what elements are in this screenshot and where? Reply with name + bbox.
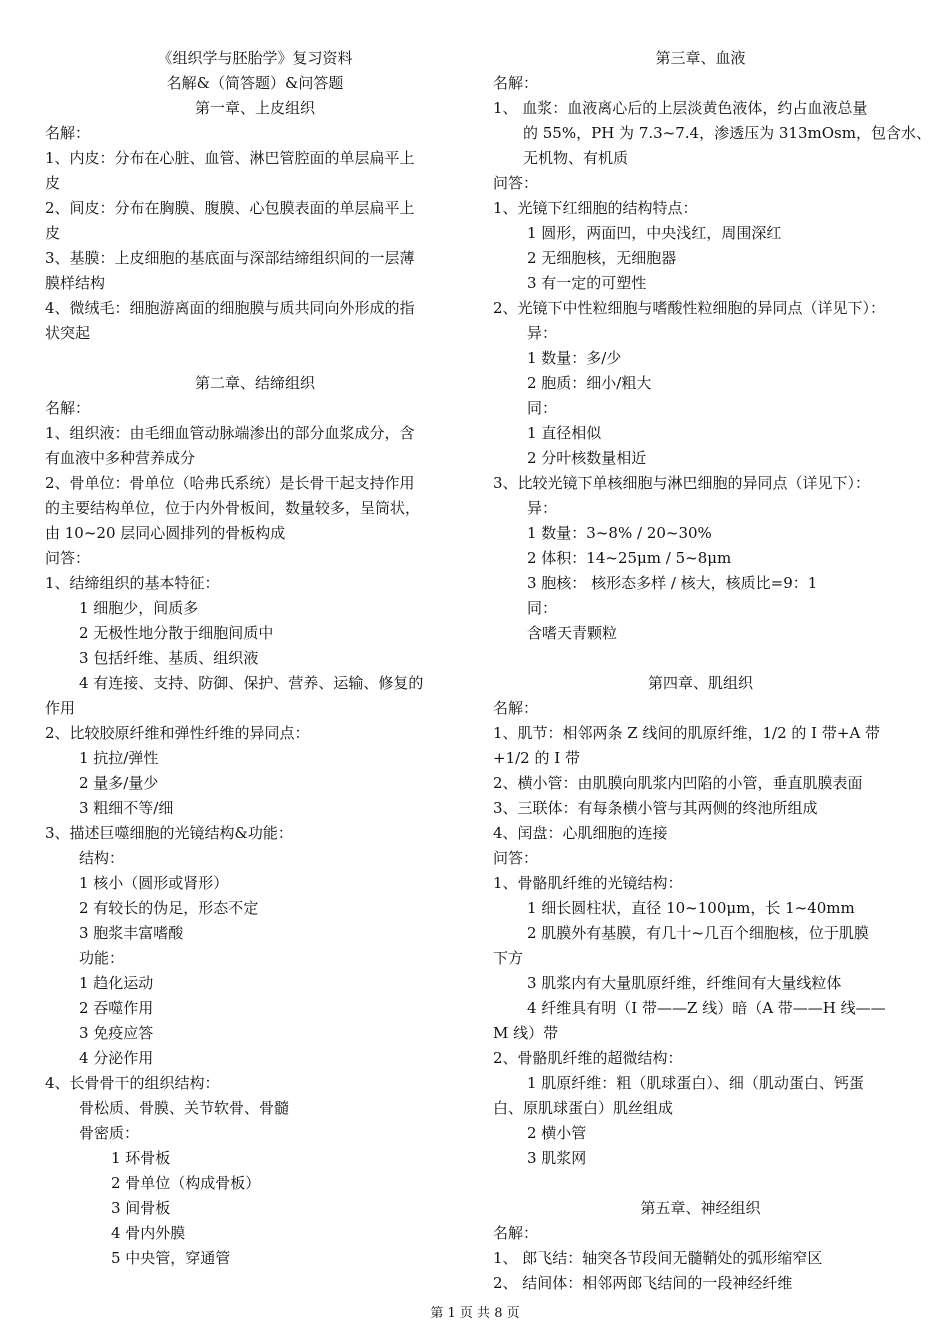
list-item: 4 骨内外膜 bbox=[111, 1224, 186, 1242]
section-label: 名解： bbox=[493, 1224, 539, 1242]
list-item: 2 骨单位（构成骨板） bbox=[111, 1174, 261, 1192]
list-item-cont: 白、原肌球蛋白）肌丝组成 bbox=[493, 1099, 674, 1117]
list-item: 4 分泌作用 bbox=[79, 1049, 154, 1067]
list-item: 3 包括纤维、基质、组织液 bbox=[79, 649, 259, 667]
list-item: 3 肌浆内有大量肌原纤维，纤维间有大量线粒体 bbox=[527, 974, 842, 992]
document-subtitle: 名解&（简答题）&问答题 bbox=[166, 74, 344, 92]
list-item: 1 细胞少，间质多 bbox=[79, 599, 199, 617]
chapter-3-heading: 第三章、血液 bbox=[655, 49, 746, 67]
text-line: 1、内皮：分布在心脏、血管、淋巴管腔面的单层扁平上 bbox=[45, 149, 415, 167]
list-item: 3 胞核： 核形态多样 / 核大，核质比=9：1 bbox=[527, 574, 818, 592]
question: 1、结缔组织的基本特征： bbox=[45, 574, 220, 592]
text-line: 的 55%，PH 为 7.3~7.4，渗透压为 313mOsm，包含水、 bbox=[523, 124, 931, 142]
list-item: 1 数量：3~8% / 20~30% bbox=[527, 524, 712, 542]
section-label: 名解： bbox=[45, 399, 91, 417]
text-line: 1、肌节：相邻两条 Z 线间的肌原纤维，1/2 的 I 带+A 带 bbox=[493, 724, 881, 742]
list-item: 2 胞质：细小/粗大 bbox=[527, 374, 652, 392]
text-line: 由 10~20 层同心圆排列的骨板构成 bbox=[45, 524, 286, 542]
text-line: 有血液中多种营养成分 bbox=[45, 449, 196, 467]
chapter-2-heading: 第二章、结缔组织 bbox=[194, 374, 315, 392]
text-line: 无机物、有机质 bbox=[523, 149, 629, 167]
list-item: 骨松质、骨膜、关节软骨、骨髓 bbox=[79, 1099, 290, 1117]
list-item: 1 核小（圆形或肾形） bbox=[79, 874, 229, 892]
question: 2、光镜下中性粒细胞与嗜酸性粒细胞的异同点（详见下）： bbox=[493, 299, 886, 317]
list-item: 2 有较长的伪足，形态不定 bbox=[79, 899, 259, 917]
section-label: 问答： bbox=[45, 549, 91, 567]
list-item: 1 圆形，两面凹，中央浅红，周围深红 bbox=[527, 224, 782, 242]
text-line: 皮 bbox=[45, 174, 61, 192]
text-line: 皮 bbox=[45, 224, 61, 242]
text-line: 1、组织液：由毛细血管动脉端渗出的部分血浆成分，含 bbox=[45, 424, 415, 442]
sub-label: 结构： bbox=[79, 849, 125, 867]
section-label: 问答： bbox=[493, 849, 539, 867]
list-item: 5 中央管，穿通管 bbox=[111, 1249, 231, 1267]
list-item: 4 纤维具有明（I 带——Z 线）暗（A 带——H 线—— bbox=[527, 999, 886, 1017]
question: 3、描述巨噬细胞的光镜结构&功能： bbox=[45, 824, 293, 842]
list-item: 1 趋化运动 bbox=[79, 974, 154, 992]
text-line: 2、骨单位：骨单位（哈弗氏系统）是长骨干起支持作用 bbox=[45, 474, 415, 492]
sub-label: 同： bbox=[527, 399, 558, 417]
text-line: 状突起 bbox=[45, 324, 91, 342]
list-item: 2 无极性地分散于细胞间质中 bbox=[79, 624, 274, 642]
text-line: 3、三联体：有每条横小管与其两侧的终池所组成 bbox=[493, 799, 818, 817]
list-item: 3 免疫应答 bbox=[79, 1024, 154, 1042]
section-label: 问答： bbox=[493, 174, 539, 192]
sub-label: 异： bbox=[527, 324, 558, 342]
question: 2、骨骼肌纤维的超微结构： bbox=[493, 1049, 683, 1067]
list-item: 3 间骨板 bbox=[111, 1199, 171, 1217]
list-item: 1 数量：多/少 bbox=[527, 349, 622, 367]
list-item-cont: 下方 bbox=[493, 949, 524, 967]
chapter-5-heading: 第五章、神经组织 bbox=[640, 1199, 761, 1217]
section-label: 名解： bbox=[493, 699, 539, 717]
list-item-cont: M 线）带 bbox=[493, 1024, 559, 1042]
sub-label: 异： bbox=[527, 499, 558, 517]
list-item: 1 环骨板 bbox=[111, 1149, 171, 1167]
text-line: 1、 郎飞结：轴突各节段间无髓鞘处的弧形缩窄区 bbox=[493, 1249, 823, 1267]
question: 2、比较胶原纤维和弹性纤维的异同点： bbox=[45, 724, 310, 742]
question: 3、比较光镜下单核细胞与淋巴细胞的异同点（详见下）： bbox=[493, 474, 871, 492]
text-line: 2、间皮：分布在胸膜、腹膜、心包膜表面的单层扁平上 bbox=[45, 199, 415, 217]
list-item: 3 粗细不等/细 bbox=[79, 799, 174, 817]
question: 1、光镜下红细胞的结构特点： bbox=[493, 199, 698, 217]
text-line: 的主要结构单位，位于内外骨板间，数量较多，呈筒状， bbox=[45, 499, 421, 517]
list-item: 2 吞噬作用 bbox=[79, 999, 154, 1017]
list-item: 2 量多/量少 bbox=[79, 774, 159, 792]
list-item: 2 分叶核数量相近 bbox=[527, 449, 647, 467]
right-column bbox=[493, 46, 931, 1296]
text-line: 3、基膜：上皮细胞的基底面与深部结缔组织间的一层薄 bbox=[45, 249, 415, 267]
list-item: 1 抗拉/弹性 bbox=[79, 749, 159, 767]
page-footer: 第 1 页 共 8 页 bbox=[430, 1306, 520, 1321]
text-line: 2、 结间体：相邻两郎飞结间的一段神经纤维 bbox=[493, 1274, 793, 1292]
list-item: 1 直径相似 bbox=[527, 424, 602, 442]
document-title: 《组织学与胚胎学》复习资料 bbox=[157, 49, 353, 67]
list-item: 1 细长圆柱状，直径 10~100μm，长 1~40mm bbox=[527, 899, 855, 917]
list-item: 2 肌膜外有基膜，有几十~几百个细胞核，位于肌膜 bbox=[527, 924, 869, 942]
sub-label: 骨密质： bbox=[79, 1124, 140, 1142]
question: 4、长骨骨干的组织结构： bbox=[45, 1074, 220, 1092]
text-line: 1、 血浆：血液离心后的上层淡黄色液体，约占血液总量 bbox=[493, 99, 868, 117]
list-item: 3 胞浆丰富嗜酸 bbox=[79, 924, 184, 942]
question: 1、骨骼肌纤维的光镜结构： bbox=[493, 874, 683, 892]
chapter-4-heading: 第四章、肌组织 bbox=[647, 674, 753, 692]
list-item: 2 无细胞核，无细胞器 bbox=[527, 249, 677, 267]
list-item: 含嗜天青颗粒 bbox=[527, 624, 618, 642]
section-label: 名解： bbox=[493, 74, 539, 92]
text-line: +1/2 的 I 带 bbox=[493, 749, 580, 767]
list-item: 3 肌浆网 bbox=[527, 1149, 587, 1167]
list-item: 3 有一定的可塑性 bbox=[527, 274, 647, 292]
list-item: 1 肌原纤维：粗（肌球蛋白）、细（肌动蛋白、钙蛋 bbox=[527, 1074, 864, 1092]
list-item: 2 体积：14~25μm / 5~8μm bbox=[527, 549, 732, 567]
sub-label: 功能： bbox=[79, 949, 125, 967]
section-label: 名解： bbox=[45, 124, 91, 142]
text-line: 4、闰盘：心肌细胞的连接 bbox=[493, 824, 668, 842]
left-column bbox=[45, 46, 465, 1271]
chapter-1-heading: 第一章、上皮组织 bbox=[194, 99, 315, 117]
sub-label: 同： bbox=[527, 599, 558, 617]
text-line: 2、横小管：由肌膜向肌浆内凹陷的小管，垂直肌膜表面 bbox=[493, 774, 863, 792]
list-item: 4 有连接、支持、防御、保护、营养、运输、修复的 bbox=[79, 674, 424, 692]
text-line: 4、微绒毛：细胞游离面的细胞膜与质共同向外形成的指 bbox=[45, 299, 415, 317]
text-line: 膜样结构 bbox=[45, 274, 106, 292]
list-item-cont: 作用 bbox=[45, 699, 76, 717]
list-item: 2 横小管 bbox=[527, 1124, 587, 1142]
